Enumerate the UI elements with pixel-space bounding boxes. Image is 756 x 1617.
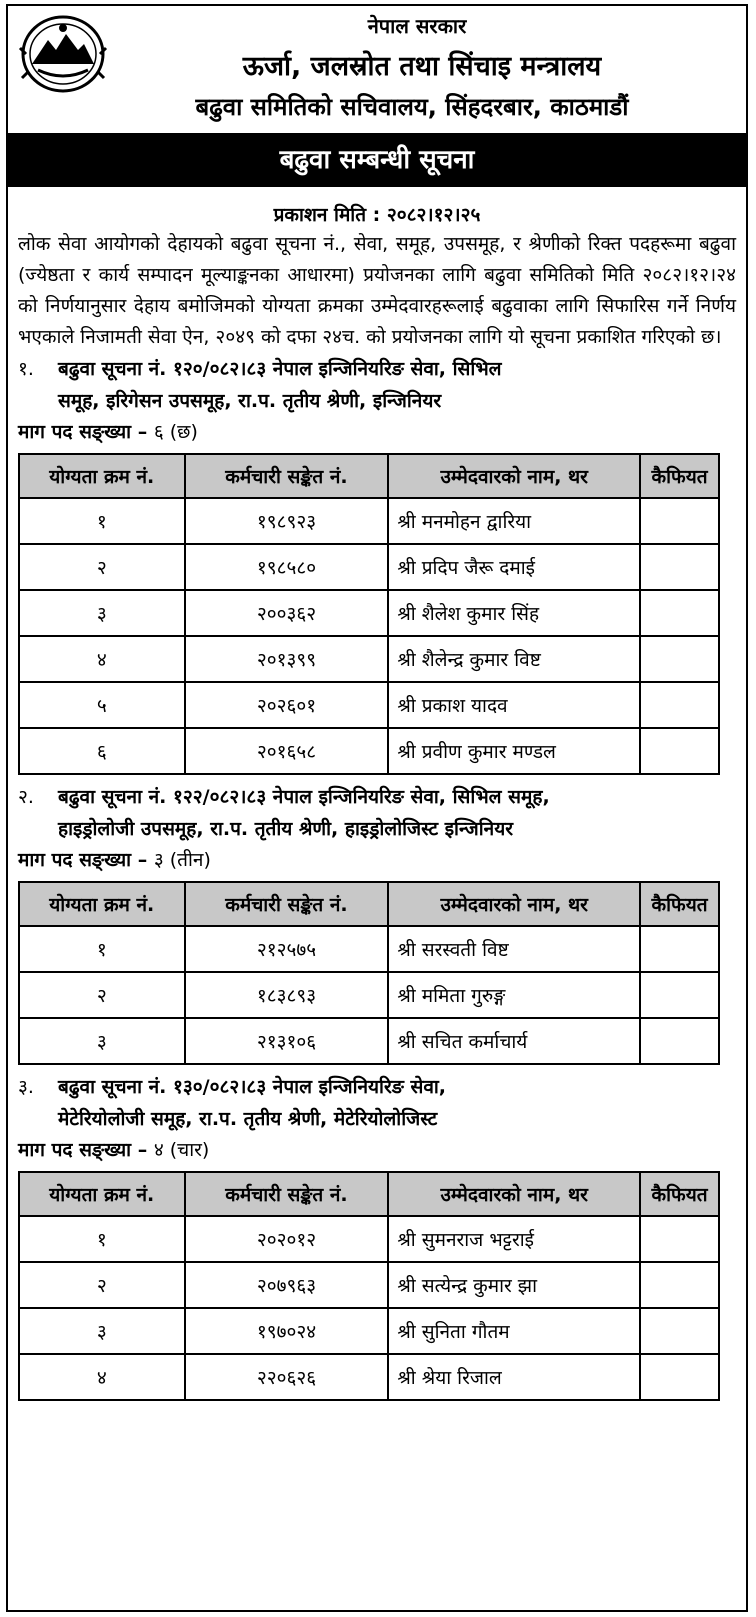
table-row	[19, 1216, 719, 1262]
code-cell: १९८५८०	[185, 544, 389, 590]
code-cell: १८३८९३	[185, 972, 389, 1018]
header-remarks: कैफियत	[640, 454, 719, 498]
header-employee-code: कर्मचारी सङ्केत नं.	[185, 454, 389, 498]
posts-label: माग पद सङ्ख्या –	[18, 1139, 148, 1161]
table-row	[19, 1308, 719, 1354]
name-cell: श्री शैलेश कुमार सिंह	[388, 590, 640, 636]
code-cell: २०२६०१	[185, 682, 389, 728]
header-remarks: कैफियत	[640, 882, 719, 926]
notice-body	[8, 201, 746, 1401]
posts-count: ३ (तीन)	[153, 849, 211, 871]
header-remarks: कैफियत	[640, 1172, 719, 1216]
posts-required	[18, 1135, 736, 1165]
table-header-row	[19, 454, 719, 498]
remark-cell	[640, 1308, 719, 1354]
candidate-table-1	[18, 453, 720, 775]
name-cell: श्री मनमोहन द्वारिया	[388, 498, 640, 544]
table-row	[19, 1262, 719, 1308]
notice-text-line1: बढुवा सूचना नं. १२०/०८२।८३ नेपाल इन्जिनियरिङ सेवा, सिभिल	[58, 358, 502, 380]
notice-text-line1: बढुवा सूचना नं. १२२/०८२।८३ नेपाल इन्जिनियरिङ सेवा, सिभिल समूह,	[58, 786, 550, 808]
code-cell: १९७०२४	[185, 1308, 389, 1354]
posts-count: ४ (चार)	[153, 1139, 210, 1161]
notice-text-line1: बढुवा सूचना नं. १३०/०८२।८३ नेपाल इन्जिनियरिङ सेवा,	[58, 1076, 447, 1098]
table-row	[19, 1354, 719, 1400]
code-cell: २२०६२६	[185, 1354, 389, 1400]
name-cell: श्री सुनिता गौतम	[388, 1308, 640, 1354]
header-merit-rank: योग्यता क्रम नं.	[19, 454, 185, 498]
table-row	[19, 972, 719, 1018]
intro-paragraph: लोक सेवा आयोगको देहायको बढुवा सूचना नं., सेवा, समूह, उपसमूह, र श्रेणीको रिक्त पदहरूमा बढुवा (ज्येष्ठता र कार्य सम्पादन मूल्याङ्कनका आधारमा) प्रयोजनका लागि बढुवा समितिको मिति २०८२।१२।२४ को निर्णयानुसार देहाय बमोजिमको योग्यता क्रमका उम्मेदवारहरूलाई बढुवाका लागि सिफारिस गर्ने निर्णय भएकाले निजामती सेवा ऐन, २०४९ को दफा २४च. को प्रयोजनका लागि यो सूचना प्रकाशित गरिएको छ।	[18, 233, 736, 348]
name-cell: श्री शैलेन्द्र कुमार विष्ट	[388, 636, 640, 682]
rank-cell: ४	[19, 636, 185, 682]
remark-cell	[640, 1216, 719, 1262]
code-cell: २००३६२	[185, 590, 389, 636]
notice-title: बढुवा सम्बन्धी सूचना	[8, 135, 746, 187]
remark-cell	[640, 1018, 719, 1064]
rank-cell: ३	[19, 1018, 185, 1064]
posts-label: माग पद सङ्ख्या –	[18, 421, 148, 443]
secretariat-name: बढुवा समितिको सचिवालय, सिंहदरबार, काठमाडौं	[195, 93, 629, 121]
rank-cell: २	[19, 972, 185, 1018]
notice-text-line2: समूह, इरिगेसन उपसमूह, रा.प. तृतीय श्रेणी, इन्जिनियर	[58, 390, 442, 412]
code-cell: २०२०१२	[185, 1216, 389, 1262]
rank-cell: २	[19, 1262, 185, 1308]
rank-cell: ६	[19, 728, 185, 774]
notice-item-2	[18, 781, 736, 845]
code-cell: २१२५७५	[185, 926, 389, 972]
name-cell: श्री सरस्वती विष्ट	[388, 926, 640, 972]
header-candidate-name: उम्मेदवारको नाम, थर	[388, 1172, 640, 1216]
remark-cell	[640, 682, 719, 728]
notice-item-1	[18, 353, 736, 417]
posts-required	[18, 845, 736, 875]
rank-cell: १	[19, 926, 185, 972]
notice-number: १.	[18, 358, 34, 380]
remark-cell	[640, 972, 719, 1018]
table-header-row	[19, 1172, 719, 1216]
notice-number: २.	[18, 786, 34, 808]
government-name: नेपाल सरकार	[367, 14, 467, 38]
name-cell: श्री सचित कर्माचार्य	[388, 1018, 640, 1064]
name-cell: श्री प्रकाश यादव	[388, 682, 640, 728]
code-cell: २१३१०६	[185, 1018, 389, 1064]
table-row	[19, 498, 719, 544]
posts-count: ६ (छ)	[153, 421, 198, 443]
rank-cell: ३	[19, 590, 185, 636]
table-header-row	[19, 882, 719, 926]
table-row	[19, 1018, 719, 1064]
code-cell: २०१३९९	[185, 636, 389, 682]
table-row	[19, 590, 719, 636]
code-cell: २०१६५८	[185, 728, 389, 774]
remark-cell	[640, 544, 719, 590]
notice-item-3	[18, 1071, 736, 1135]
remark-cell	[640, 926, 719, 972]
publication-date	[18, 201, 736, 229]
notice-number: ३.	[18, 1076, 34, 1098]
rank-cell: ४	[19, 1354, 185, 1400]
notice-page	[6, 4, 748, 1612]
header-employee-code: कर्मचारी सङ्केत नं.	[185, 882, 389, 926]
remark-cell	[640, 498, 719, 544]
remark-cell	[640, 636, 719, 682]
rank-cell: ३	[19, 1308, 185, 1354]
header-merit-rank: योग्यता क्रम नं.	[19, 1172, 185, 1216]
table-row	[19, 682, 719, 728]
name-cell: श्री प्रवीण कुमार मण्डल	[388, 728, 640, 774]
table-row	[19, 728, 719, 774]
publication-date-label: प्रकाशन मिति :	[273, 204, 381, 226]
remark-cell	[640, 1354, 719, 1400]
header-candidate-name: उम्मेदवारको नाम, थर	[388, 882, 640, 926]
rank-cell: ५	[19, 682, 185, 728]
posts-required	[18, 417, 736, 447]
name-cell: श्री ममिता गुरुङ्ग	[388, 972, 640, 1018]
code-cell: १९८९२३	[185, 498, 389, 544]
name-cell: श्री सुमनराज भट्टराई	[388, 1216, 640, 1262]
code-cell: २०७९६३	[185, 1262, 389, 1308]
publication-date-value: २०८२।१२।२५	[386, 204, 481, 226]
notice-text-line2: हाइड्रोलोजी उपसमूह, रा.प. तृतीय श्रेणी, हाइड्रोलोजिस्ट इन्जिनियर	[58, 818, 513, 840]
name-cell: श्री सत्येन्द्र कुमार झा	[388, 1262, 640, 1308]
table-row	[19, 926, 719, 972]
table-row	[19, 636, 719, 682]
candidate-table-2	[18, 881, 720, 1065]
header-candidate-name: उम्मेदवारको नाम, थर	[388, 454, 640, 498]
header-employee-code: कर्मचारी सङ्केत नं.	[185, 1172, 389, 1216]
ministry-name: ऊर्जा, जलस्रोत तथा सिंचाइ मन्त्रालय	[242, 51, 602, 82]
remark-cell	[640, 728, 719, 774]
remark-cell	[640, 1262, 719, 1308]
rank-cell: २	[19, 544, 185, 590]
remark-cell	[640, 590, 719, 636]
posts-label: माग पद सङ्ख्या –	[18, 849, 148, 871]
name-cell: श्री प्रदिप जैरू दमाई	[388, 544, 640, 590]
candidate-table-3	[18, 1171, 720, 1401]
letterhead	[8, 6, 746, 135]
notice-text-line2: मेटेरियोलोजी समूह, रा.प. तृतीय श्रेणी, मेटेरियोलोजिस्ट	[58, 1108, 438, 1130]
table-row	[19, 544, 719, 590]
rank-cell: १	[19, 498, 185, 544]
rank-cell: १	[19, 1216, 185, 1262]
name-cell: श्री श्रेया रिजाल	[388, 1354, 640, 1400]
header-merit-rank: योग्यता क्रम नं.	[19, 882, 185, 926]
